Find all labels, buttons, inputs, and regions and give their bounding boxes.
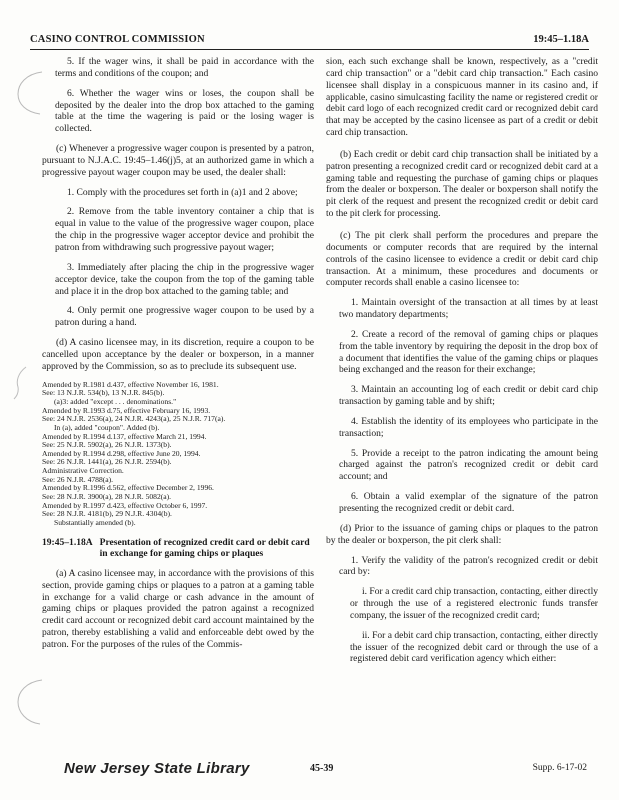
running-header — [30, 34, 589, 48]
amendment-line: Amended by R.1996 d.562, effective December 2, 1996. — [42, 484, 214, 493]
paragraph: (d) A casino licensee may, in its discretion, require a coupon to be cancelled upon acceptance by the dealer or boxperson, in a manner approved by the Commission, so as to preclude its subsequent use. — [42, 337, 314, 372]
amendment-line: See: 26 N.J.R. 1441(a), 26 N.J.R. 2594(b). — [42, 458, 172, 467]
paragraph: (b) Each credit or debit card chip transaction shall be initiated by a patron presenting a recognized credit card or recognized debit card at a gaming table and requesting the purchase of gaming chips or plaques from the dealer or boxperson. The dealer or boxperson shall notify the pit clerk of the request and present the recognized credit or debit card to the pit clerk for processing. — [326, 148, 598, 220]
section-heading-title: Presentation of recognized credit card or debit card in exchange for gaming chips or plaques — [99, 536, 310, 560]
paragraph: 2. Create a record of the removal of gaming chips or plaques from the table inventory by requiring the deposit in the drop box of a document that identifies the value of the gaming chips or plaques being exchanged and the reason for their exchange; — [339, 328, 598, 376]
paragraph: 4. Establish the identity of its employees who participate in the transaction; — [339, 415, 598, 439]
paragraph: sion, each such exchange shall be known, respectively, as a "credit card chip transaction" or a "debit card chip transaction." Each casino licensee shall display in a conspicuous manner in its casino and, if applicable, casino simulcasting facility the name or registered credit or debit card logo of each recognized credit card or recognized debit card that may be accepted by the casino licensee as part of a credit or debit card chip transaction. — [326, 56, 598, 139]
punch-hole-mark-bottom — [12, 676, 46, 728]
amendment-line: See: 25 N.J.R. 5902(a), 26 N.J.R. 1373(b). — [42, 441, 172, 450]
paragraph: (d) Prior to the issuance of gaming chips or plaques to the patron by the dealer or boxperson, the pit clerk shall: — [326, 522, 598, 546]
supplement-date: Supp. 6-17-02 — [532, 763, 587, 773]
page-footer — [30, 760, 589, 780]
paragraph: 3. Immediately after placing the chip in the progressive wager acceptor device, take the coupon from the top of the gaming table and place it in the drop box attached to the gaming table; and — [55, 261, 314, 297]
header-agency-title: CASINO CONTROL COMMISSION — [30, 34, 205, 45]
paragraph: 1. Verify the validity of the patron's recognized credit or debit card by: — [339, 554, 598, 578]
paragraph: 6. Obtain a valid exemplar of the signature of the patron presenting the recognized credit or debit card. — [339, 491, 598, 514]
paragraph: 1. Maintain oversight of the transaction at all times by at least two mandatory departments; — [339, 297, 598, 321]
paragraph: 2. Remove from the table inventory container a chip that is equal in value to the value of the progressive wager coupon, place the chip in the progressive wager acceptor device and prohibit the patron from withdrawing such progressive payout wager; — [55, 206, 314, 253]
punch-hole-mark-middle — [10, 365, 30, 401]
section-heading-number: 19:45–1.18A — [42, 536, 93, 548]
punch-hole-mark-top — [12, 68, 46, 118]
amendment-line: Amended by R.1993 d.75, effective February 16, 1993. — [42, 406, 211, 415]
right-column — [326, 56, 598, 673]
paragraph: 5. If the wager wins, it shall be paid in accordance with the terms and conditions of the coupon; and — [55, 56, 314, 79]
paragraph: 1. Comply with the procedures set forth in (a)1 and 2 above; — [67, 186, 298, 198]
paragraph: (c) The pit clerk shall perform the procedures and prepare the documents or computer records that are required by the internal controls of the casino licensee to evidence a credit or debit card chip transaction. At a minimum, these procedures and documents or computer records shall enable a casino licensee to: — [326, 229, 598, 289]
amendment-line: Amended by R.1997 d.423, effective October 6, 1997. — [42, 501, 208, 510]
paragraph: (c) Whenever a progressive wager coupon is presented by a patron, pursuant to N.J.A.C. 19:45–1.46(j)5, at an authorized game in which a progressive payout wager coupon may be used, the dealer shall: — [42, 143, 314, 178]
paragraph: 4. Only permit one progressive wager coupon to be used by a patron during a hand. — [55, 305, 314, 329]
amendment-line: (a)3: added "except . . . denominations." — [54, 397, 177, 406]
paragraph: 6. Whether the wager wins or loses, the coupon shall be deposited by the dealer into the drop box attached to the gaming table at the time the wagering is paid or the losing wager is collected. — [55, 87, 314, 135]
paragraph: (a) A casino licensee may, in accordance with the provisions of this section, provide gaming chips or plaques to a patron at a gaming table in exchange for a valid charge or cash advance in the amount of gaming chips or plaques provided the patron against a recognized credit card account or recognized debit card account maintained by the patron, thereby establishing a valid and enforceable debt owed by the patron. For the purposes of the rules of the Commis- — [42, 567, 314, 650]
section-heading — [42, 537, 314, 560]
amendment-line: Amended by R.1981 d.437, effective November 16, 1981. — [42, 380, 219, 389]
paragraph: i. For a credit card chip transaction, contacting, either directly or through the use of a registered electronic funds transfer company, the issuer of the recognized credit card; — [350, 586, 598, 621]
amendment-line: Administrative Correction. — [42, 467, 124, 476]
amendment-line: See: 28 N.J.R. 4181(b), 29 N.J.R. 4304(b). — [42, 510, 172, 519]
amendment-line: See: 24 N.J.R. 2536(a), 24 N.J.R. 4243(a), 25 N.J.R. 717(a). — [42, 415, 226, 424]
amendment-history — [42, 381, 314, 528]
amendment-line: In (a), added "coupon". Added (b). — [54, 423, 160, 432]
library-watermark: New Jersey State Library — [64, 760, 250, 777]
amendment-line: See: 28 N.J.R. 3900(a), 28 N.J.R. 5082(a). — [42, 493, 172, 502]
paragraph: 3. Maintain an accounting log of each credit or debit card chip transaction by gaming table and by shift; — [339, 384, 598, 408]
paragraph: ii. For a debit card chip transaction, contacting, either directly the issuer of the recognized debit card or through the use of a registered debit card verification agency which either: — [350, 629, 598, 665]
page-number: 45-39 — [310, 763, 334, 774]
amendment-line: Substantially amended (b). — [54, 519, 136, 528]
amendment-line: Amended by R.1994 d.137, effective March 21, 1994. — [42, 432, 207, 441]
amendment-line: Amended by R.1994 d.298, effective June 20, 1994. — [42, 449, 201, 458]
amendment-line: See: 13 N.J.R. 534(b), 13 N.J.R. 845(b). — [42, 389, 165, 398]
header-section-number: 19:45–1.18A — [533, 34, 589, 45]
paragraph: 5. Provide a receipt to the patron indicating the amount being charged against the patron's recognized credit or debit card account; and — [339, 447, 598, 483]
left-column — [42, 56, 314, 659]
header-rule — [30, 49, 589, 50]
amendment-line: See: 26 N.J.R. 4788(a). — [42, 475, 114, 484]
